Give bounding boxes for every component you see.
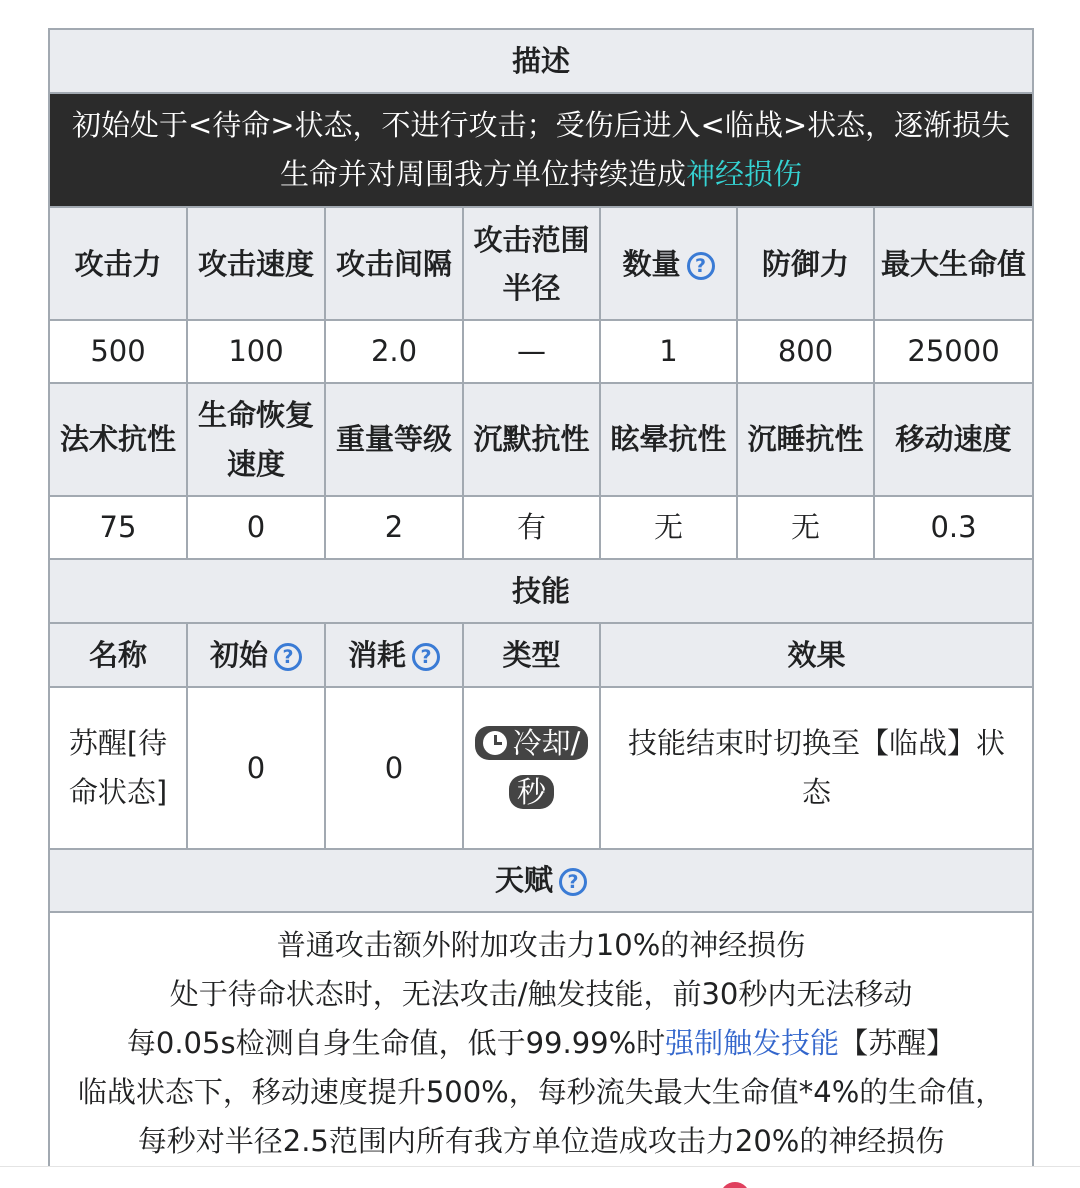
skill-effect-text: 技能结束时切换至【临战】状态 <box>628 726 1006 809</box>
stat-header-def: 防御力 <box>737 207 874 320</box>
stat-header-move-speed: 移动速度 <box>874 383 1033 496</box>
talent-line3-prefix: 每0.05s检测自身生命值，低于99.99%时 <box>126 1026 666 1060</box>
skill-col-cost-label: 消耗 <box>347 637 406 672</box>
nerve-damage-link[interactable]: 神经损伤 <box>686 157 803 191</box>
table-row <box>49 687 1033 849</box>
skill-effect <box>600 687 1033 849</box>
talent-line1: 普通攻击额外附加攻击力10%的神经损伤 <box>276 928 806 962</box>
skill-name-text: 苏醒[待命状态] <box>68 726 168 809</box>
question-mark-circle-icon[interactable]: ? <box>687 252 715 280</box>
stat-header-res: 法术抗性 <box>49 383 187 496</box>
stat-value-weight: 2 <box>325 496 463 559</box>
skill-type-label: 冷却/秒 <box>512 726 581 809</box>
skill-cost: 0 <box>325 687 463 849</box>
stat-header-stun-res: 眩晕抗性 <box>600 383 737 496</box>
stat-value-range: — <box>463 320 600 383</box>
talent-header-label: 天赋 <box>495 863 554 897</box>
stat-header-atk-interval: 攻击间隔 <box>325 207 463 320</box>
skill-col-cost <box>325 623 463 687</box>
stat-header-atk-speed: 攻击速度 <box>187 207 325 320</box>
stat-value-count: 1 <box>600 320 737 383</box>
stat-value-max-hp: 25000 <box>874 320 1033 383</box>
description-line1: 初始处于<待命>状态，不进行攻击；受伤后进入<临战>状态，逐渐损失 <box>71 108 1011 142</box>
skill-initial: 0 <box>187 687 325 849</box>
talent-line2: 处于待命状态时，无法攻击/触发技能，前30秒内无法移动 <box>169 977 913 1011</box>
talent-line5: 每秒对半径2.5范围内所有我方单位造成攻击力20%的神经损伤 <box>137 1124 945 1158</box>
question-mark-circle-icon[interactable]: ? <box>274 643 302 671</box>
stat-value-res: 75 <box>49 496 187 559</box>
stat-header-weight: 重量等级 <box>325 383 463 496</box>
question-mark-circle-icon[interactable]: ? <box>559 868 587 896</box>
description-header: 描述 <box>49 29 1033 93</box>
skills-header: 技能 <box>49 559 1033 623</box>
skill-col-initial-label: 初始 <box>209 637 268 672</box>
stat-header-hp-regen: 生命恢复速度 <box>187 383 325 496</box>
question-mark-circle-icon[interactable]: ? <box>412 643 440 671</box>
stat-header-range: 攻击范围半径 <box>463 207 600 320</box>
description-text <box>49 93 1033 207</box>
skill-name <box>49 687 187 849</box>
stat-header-silence-res: 沉默抗性 <box>463 383 600 496</box>
stat-value-silence-res: 有 <box>463 496 600 559</box>
stat-value-atk: 500 <box>49 320 187 383</box>
stat-header-sleep-res: 沉睡抗性 <box>737 383 874 496</box>
skill-col-name: 名称 <box>49 623 187 687</box>
talent-line3-suffix: 【苏醒】 <box>839 1026 956 1060</box>
stat-value-sleep-res: 无 <box>737 496 874 559</box>
forced-trigger-skill-link[interactable]: 强制触发技能 <box>665 1026 840 1060</box>
stat-value-def: 800 <box>737 320 874 383</box>
skill-col-effect: 效果 <box>600 623 1033 687</box>
skill-col-type: 类型 <box>463 623 600 687</box>
stat-value-hp-regen: 0 <box>187 496 325 559</box>
stat-value-atk-speed: 100 <box>187 320 325 383</box>
stat-header-atk: 攻击力 <box>49 207 187 320</box>
stat-header-count-label: 数量 <box>622 246 681 281</box>
talent-header <box>49 849 1033 912</box>
stat-value-stun-res: 无 <box>600 496 737 559</box>
description-line2-prefix: 生命并对周围我方单位持续造成 <box>280 157 687 191</box>
talent-text <box>49 912 1033 1172</box>
skill-type <box>463 687 600 849</box>
stat-value-atk-interval: 2.0 <box>325 320 463 383</box>
talent-line4: 临战状态下，移动速度提升500%，每秒流失最大生命值*4%的生命值， <box>77 1075 1005 1109</box>
bottom-toolbar <box>0 1166 1080 1188</box>
enemy-info-table <box>48 28 1032 1173</box>
stat-header-count <box>600 207 737 320</box>
stat-header-max-hp: 最大生命值 <box>874 207 1033 320</box>
skill-col-initial <box>187 623 325 687</box>
skill-type-badge <box>475 726 589 809</box>
stat-value-move-speed: 0.3 <box>874 496 1033 559</box>
clock-icon <box>483 731 507 755</box>
